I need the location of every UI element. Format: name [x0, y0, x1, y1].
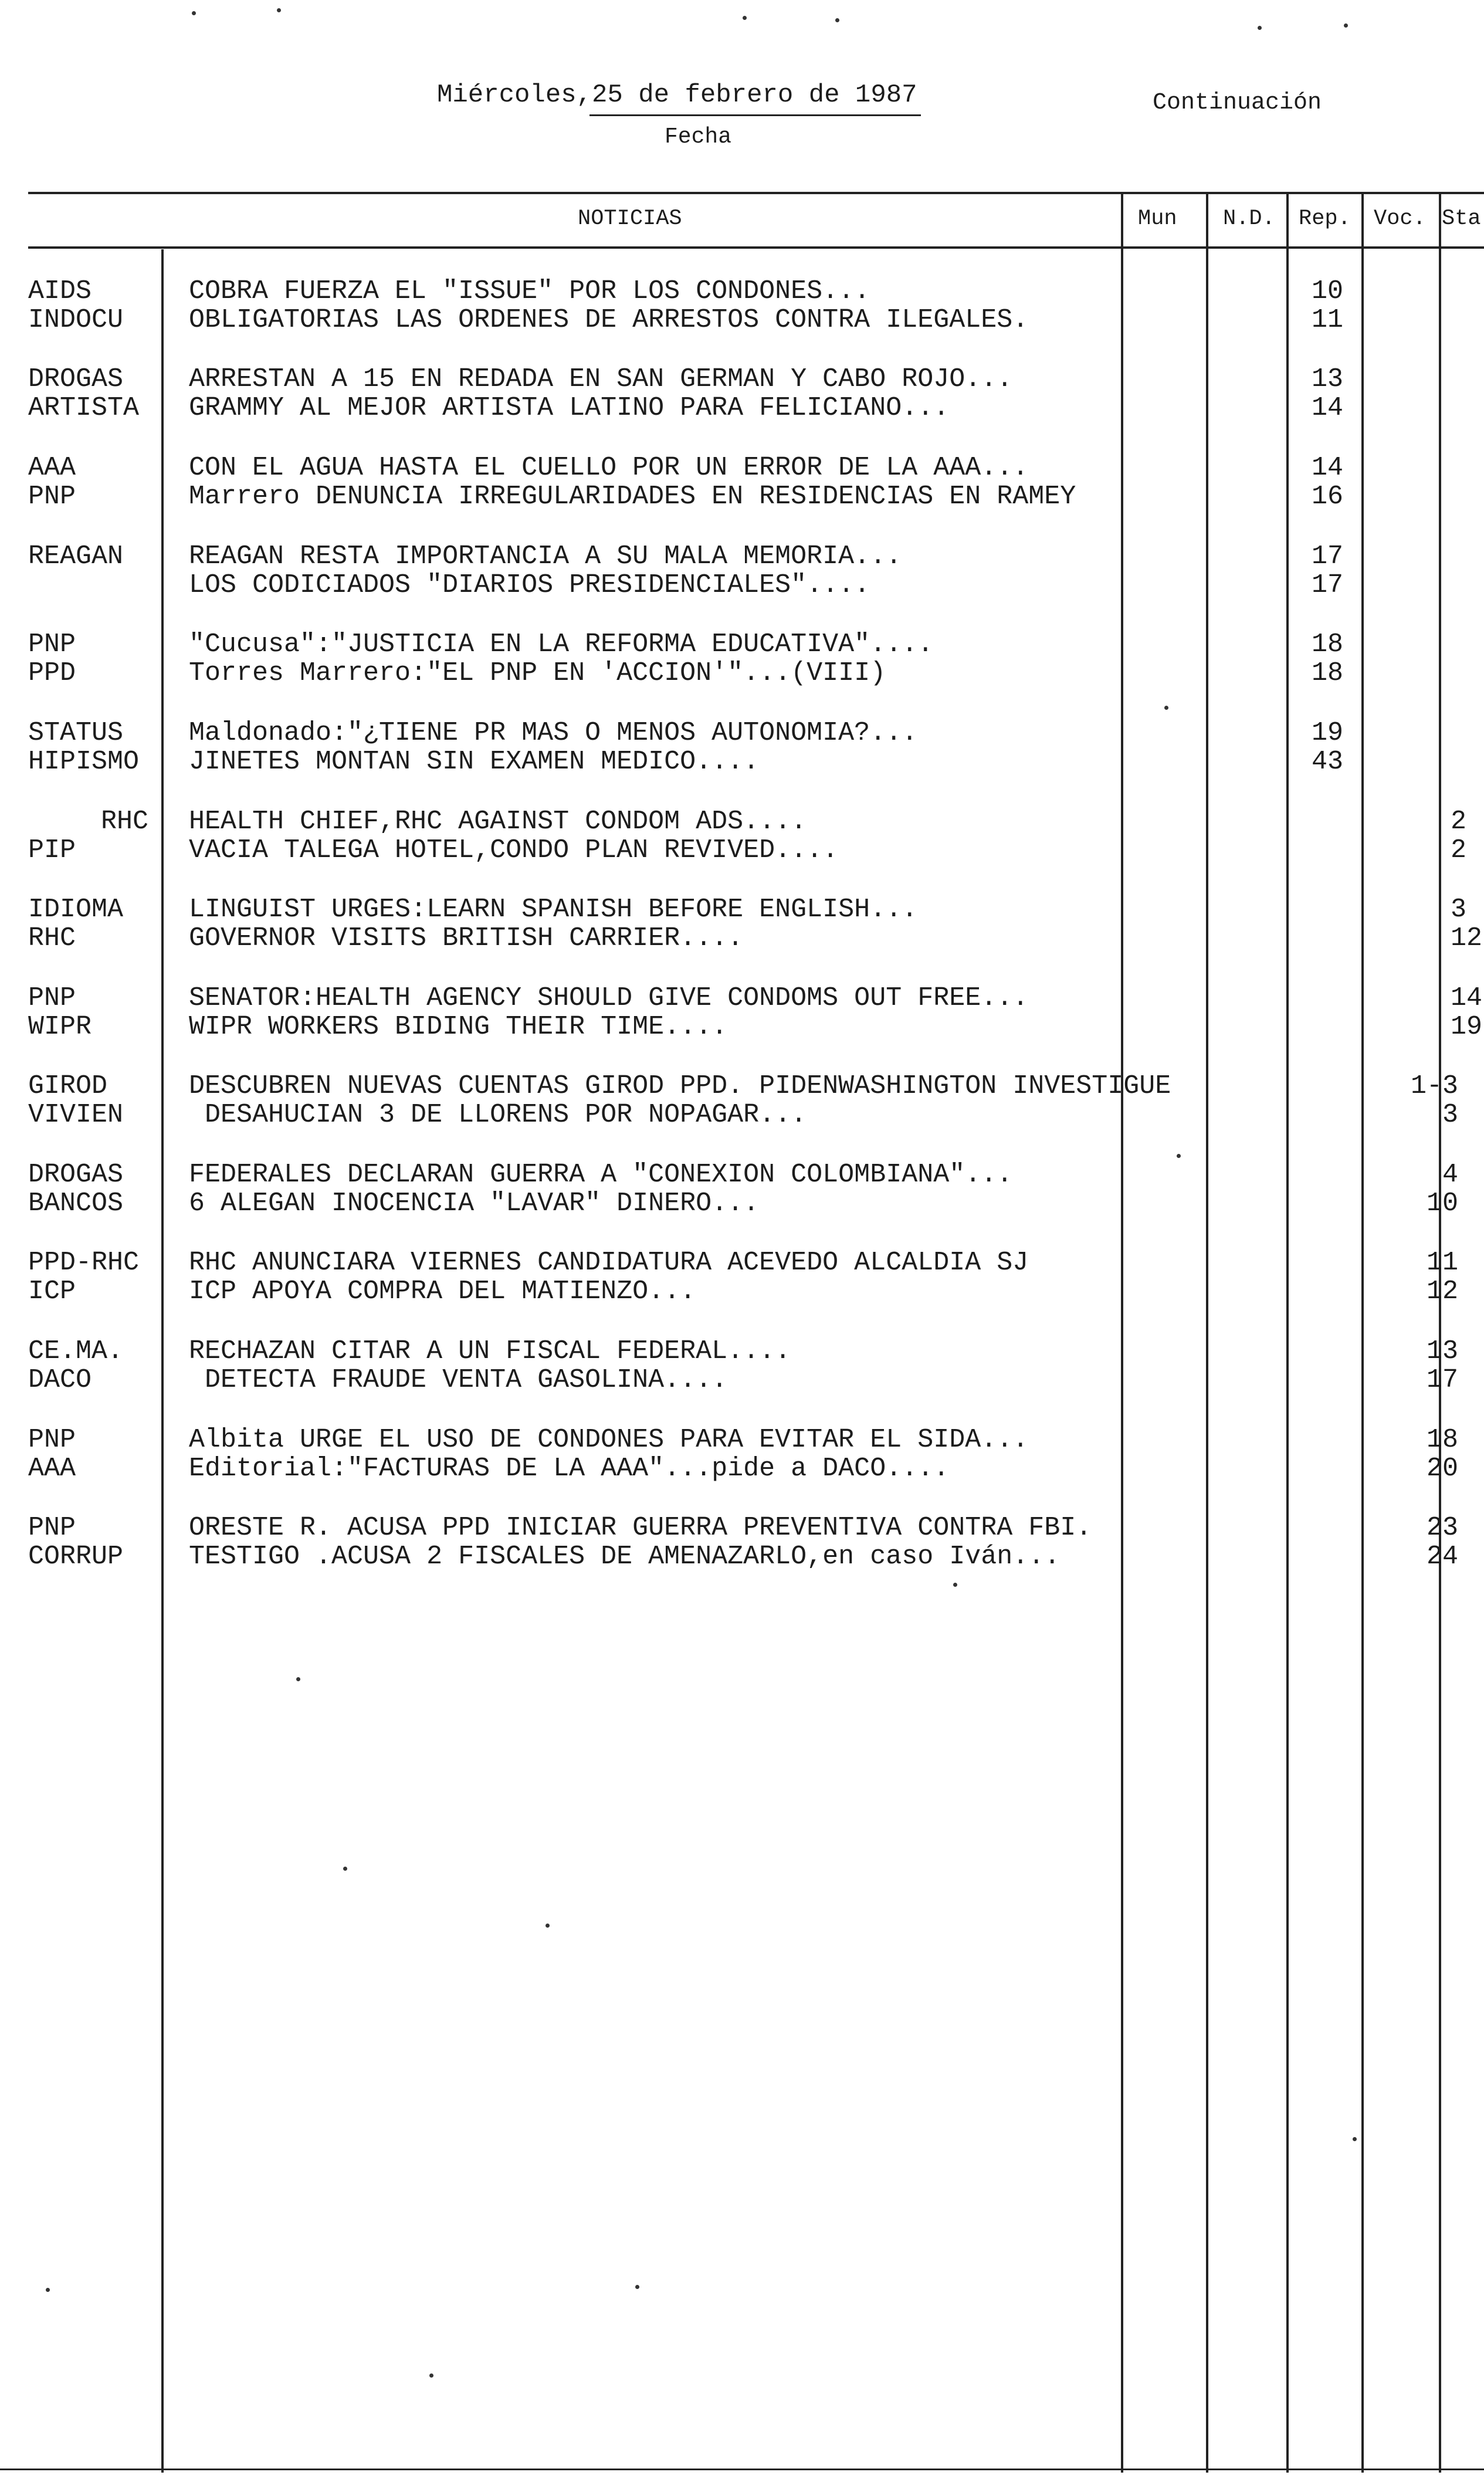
table-row	[0, 719, 1484, 747]
row-tag: PNP	[28, 482, 76, 512]
row-headline: 6 ALEGAN INOCENCIA "LAVAR" DINERO...	[189, 1188, 760, 1218]
row-headline: HEALTH CHIEF,RHC AGAINST CONDOM ADS....	[189, 807, 807, 837]
row-voc-page: 1-3	[1410, 1071, 1458, 1101]
row-tag: CE.MA.	[28, 1336, 124, 1366]
row-voc-page: 3	[1442, 1100, 1458, 1130]
row-headline: VACIA TALEGA HOTEL,CONDO PLAN REVIVED....	[189, 835, 839, 865]
row-rep-page: 17	[1312, 570, 1344, 600]
scan-speck	[953, 1583, 957, 1587]
row-rep-page: 43	[1312, 747, 1344, 777]
row-headline: "Cucusa":"JUSTICIA EN LA REFORMA EDUCATIVA"....	[189, 629, 934, 659]
row-tag: DROGAS	[28, 364, 124, 394]
row-tag: DROGAS	[28, 1160, 124, 1190]
divider-nd	[1206, 194, 1208, 2473]
page-date: Miércoles,25 de febrero de 1987	[437, 80, 917, 110]
continuation-label: Continuación	[1153, 90, 1322, 116]
scan-speck	[343, 1867, 347, 1871]
scan-speck	[743, 16, 747, 20]
table-row	[0, 394, 1484, 422]
row-rep-page: 17	[1312, 541, 1344, 571]
row-rep-page: 19	[1312, 718, 1344, 748]
table-row	[0, 1337, 1484, 1366]
row-tag: WIPR	[28, 1012, 92, 1042]
row-voc-page: 23	[1426, 1513, 1458, 1543]
table-top-rule	[28, 192, 1484, 194]
divider-voc	[1361, 194, 1364, 2473]
row-tag: PNP	[28, 1425, 76, 1455]
table-row	[0, 482, 1484, 511]
row-tag: RHC	[101, 807, 149, 837]
row-headline: JINETES MONTAN SIN EXAMEN MEDICO....	[189, 747, 760, 777]
scan-speck	[192, 11, 196, 15]
row-voc-page: 20	[1426, 1454, 1458, 1484]
row-tag: PNP	[28, 1513, 76, 1543]
row-headline: Editorial:"FACTURAS DE LA AAA"...pide a DACO....	[189, 1454, 950, 1484]
row-rep-page: 14	[1312, 453, 1344, 483]
table-row	[0, 1072, 1484, 1101]
scan-speck	[546, 1924, 550, 1928]
column-header-voc: Voc.	[1374, 206, 1426, 231]
table-row	[0, 571, 1484, 600]
row-headline: WIPR WORKERS BIDING THEIR TIME....	[189, 1012, 728, 1042]
row-rep-page: 18	[1312, 629, 1344, 659]
row-voc-page: 11	[1426, 1248, 1458, 1278]
row-headline: ICP APOYA COMPRA DEL MATIENZO...	[189, 1276, 696, 1306]
divider-rep	[1286, 194, 1289, 2473]
table-row	[0, 836, 1484, 865]
row-voc-page: 10	[1426, 1188, 1458, 1218]
table-row	[0, 365, 1484, 394]
scan-speck	[1258, 26, 1262, 30]
row-tag: REAGAN	[28, 541, 124, 571]
row-rep-page: 18	[1312, 658, 1344, 688]
row-headline: REAGAN RESTA IMPORTANCIA A SU MALA MEMORIA...	[189, 541, 902, 571]
row-headline: CON EL AGUA HASTA EL CUELLO POR UN ERROR DE LA AAA...	[189, 453, 1029, 483]
table-row	[0, 1248, 1484, 1277]
table-row	[0, 924, 1484, 953]
scan-speck	[429, 2373, 433, 2378]
table-row	[0, 1101, 1484, 1129]
row-rep-page: 14	[1312, 393, 1344, 423]
row-voc-page: 18	[1426, 1425, 1458, 1455]
column-header-mun: Mun	[1138, 206, 1177, 231]
scan-speck	[277, 8, 281, 12]
table-row	[0, 1366, 1484, 1394]
table-row	[0, 1425, 1484, 1454]
row-tag: CORRUP	[28, 1542, 124, 1572]
row-tag: IDIOMA	[28, 895, 124, 925]
table-row	[0, 453, 1484, 482]
row-tag: AIDS	[28, 276, 92, 306]
row-tag: AAA	[28, 453, 76, 483]
row-sta-page: 3	[1451, 895, 1467, 925]
row-headline: ARRESTAN A 15 EN REDADA EN SAN GERMAN Y CABO ROJO...	[189, 364, 1013, 394]
row-headline: Marrero DENUNCIA IRREGULARIDADES EN RESIDENCIAS EN RAMEY	[189, 482, 1076, 512]
row-sta-page: 2	[1451, 835, 1467, 865]
scan-speck	[635, 2285, 639, 2289]
row-sta-page: 2	[1451, 807, 1467, 837]
row-headline: ORESTE R. ACUSA PPD INICIAR GUERRA PREVENTIVA CONTRA FBI.	[189, 1513, 1092, 1543]
table-row	[0, 984, 1484, 1013]
row-tag: PPD	[28, 658, 76, 688]
table-header-rule	[28, 246, 1484, 249]
divider-sta	[1439, 194, 1441, 2473]
row-rep-page: 11	[1312, 305, 1344, 335]
scan-speck	[1344, 23, 1348, 28]
divider-mun	[1121, 194, 1123, 2473]
row-sta-page: 19	[1451, 1012, 1483, 1042]
table-row	[0, 542, 1484, 571]
row-tag: PIP	[28, 835, 76, 865]
row-headline: Albita URGE EL USO DE CONDONES PARA EVITAR EL SIDA...	[189, 1425, 1029, 1455]
table-row	[0, 1160, 1484, 1189]
date-underline	[589, 114, 921, 116]
row-voc-page: 24	[1426, 1542, 1458, 1572]
row-rep-page: 16	[1312, 482, 1344, 512]
row-voc-page: 12	[1426, 1276, 1458, 1306]
row-sta-page: 12	[1451, 923, 1483, 953]
row-tag: PNP	[28, 629, 76, 659]
column-header-sta: Sta	[1442, 206, 1481, 231]
row-headline: RHC ANUNCIARA VIERNES CANDIDATURA ACEVEDO ALCALDIA SJ	[189, 1248, 1029, 1278]
row-headline: LINGUIST URGES:LEARN SPANISH BEFORE ENGLISH...	[189, 895, 918, 925]
table-row	[0, 895, 1484, 924]
table-row	[0, 306, 1484, 334]
row-headline: TESTIGO .ACUSA 2 FISCALES DE AMENAZARLO,en caso Iván...	[189, 1542, 1061, 1572]
table-row	[0, 1013, 1484, 1041]
table-row	[0, 1542, 1484, 1571]
row-headline: SENATOR:HEALTH AGENCY SHOULD GIVE CONDOMS OUT FREE...	[189, 983, 1029, 1013]
row-voc-page: 13	[1426, 1336, 1458, 1366]
row-headline: COBRA FUERZA EL "ISSUE" POR LOS CONDONES...	[189, 276, 870, 306]
row-headline: FEDERALES DECLARAN GUERRA A "CONEXION COLOMBIANA"...	[189, 1160, 1013, 1190]
table-row	[0, 747, 1484, 776]
row-headline: DESAHUCIAN 3 DE LLORENS POR NOPAGAR...	[189, 1100, 807, 1130]
row-tag: ICP	[28, 1276, 76, 1306]
row-tag: GIROD	[28, 1071, 108, 1101]
row-tag: BANCOS	[28, 1188, 124, 1218]
row-tag: RHC	[28, 923, 76, 953]
table-row	[0, 659, 1484, 688]
row-voc-page: 17	[1426, 1365, 1458, 1395]
table-row	[0, 630, 1484, 659]
row-headline: DESCUBREN NUEVAS CUENTAS GIROD PPD. PIDENWASHINGTON INVESTIGUE	[189, 1071, 1171, 1101]
table-row	[0, 807, 1484, 836]
row-headline: Torres Marrero:"EL PNP EN 'ACCION'"...(VIII)	[189, 658, 886, 688]
row-headline: GRAMMY AL MEJOR ARTISTA LATINO PARA FELICIANO...	[189, 393, 950, 423]
table-row	[0, 1189, 1484, 1218]
row-tag: DACO	[28, 1365, 92, 1395]
row-headline: DETECTA FRAUDE VENTA GASOLINA....	[189, 1365, 728, 1395]
column-header-noticias: NOTICIAS	[578, 206, 682, 231]
row-tag: PPD-RHC	[28, 1248, 140, 1278]
row-tag: PNP	[28, 983, 76, 1013]
date-caption: Fecha	[665, 124, 732, 150]
row-tag: STATUS	[28, 718, 124, 748]
row-headline: OBLIGATORIAS LAS ORDENES DE ARRESTOS CONTRA ILEGALES.	[189, 305, 1029, 335]
row-headline: LOS CODICIADOS "DIARIOS PRESIDENCIALES"....	[189, 570, 870, 600]
table-row	[0, 1513, 1484, 1542]
row-tag: AAA	[28, 1454, 76, 1484]
scan-speck	[1164, 706, 1168, 710]
column-header-nd: N.D.	[1223, 206, 1275, 231]
row-rep-page: 10	[1312, 276, 1344, 306]
scan-speck	[46, 2288, 50, 2292]
row-headline: GOVERNOR VISITS BRITISH CARRIER....	[189, 923, 744, 953]
table-row	[0, 277, 1484, 306]
row-headline: Maldonado:"¿TIENE PR MAS O MENOS AUTONOMIA?...	[189, 718, 918, 748]
scan-speck	[835, 18, 839, 22]
row-tag: VIVIEN	[28, 1100, 124, 1130]
scan-speck	[1177, 1154, 1181, 1158]
row-rep-page: 13	[1312, 364, 1344, 394]
row-sta-page: 14	[1451, 983, 1483, 1013]
row-tag: ARTISTA	[28, 393, 140, 423]
table-row	[0, 1454, 1484, 1483]
scan-speck	[296, 1677, 300, 1681]
table-bottom-rule	[0, 2469, 1484, 2470]
row-tag: HIPISMO	[28, 747, 140, 777]
scan-speck	[1353, 2137, 1357, 2141]
row-headline: RECHAZAN CITAR A UN FISCAL FEDERAL....	[189, 1336, 791, 1366]
table-row	[0, 1277, 1484, 1306]
column-header-rep: Rep.	[1299, 206, 1351, 231]
row-tag: INDOCU	[28, 305, 124, 335]
row-voc-page: 4	[1442, 1160, 1458, 1190]
